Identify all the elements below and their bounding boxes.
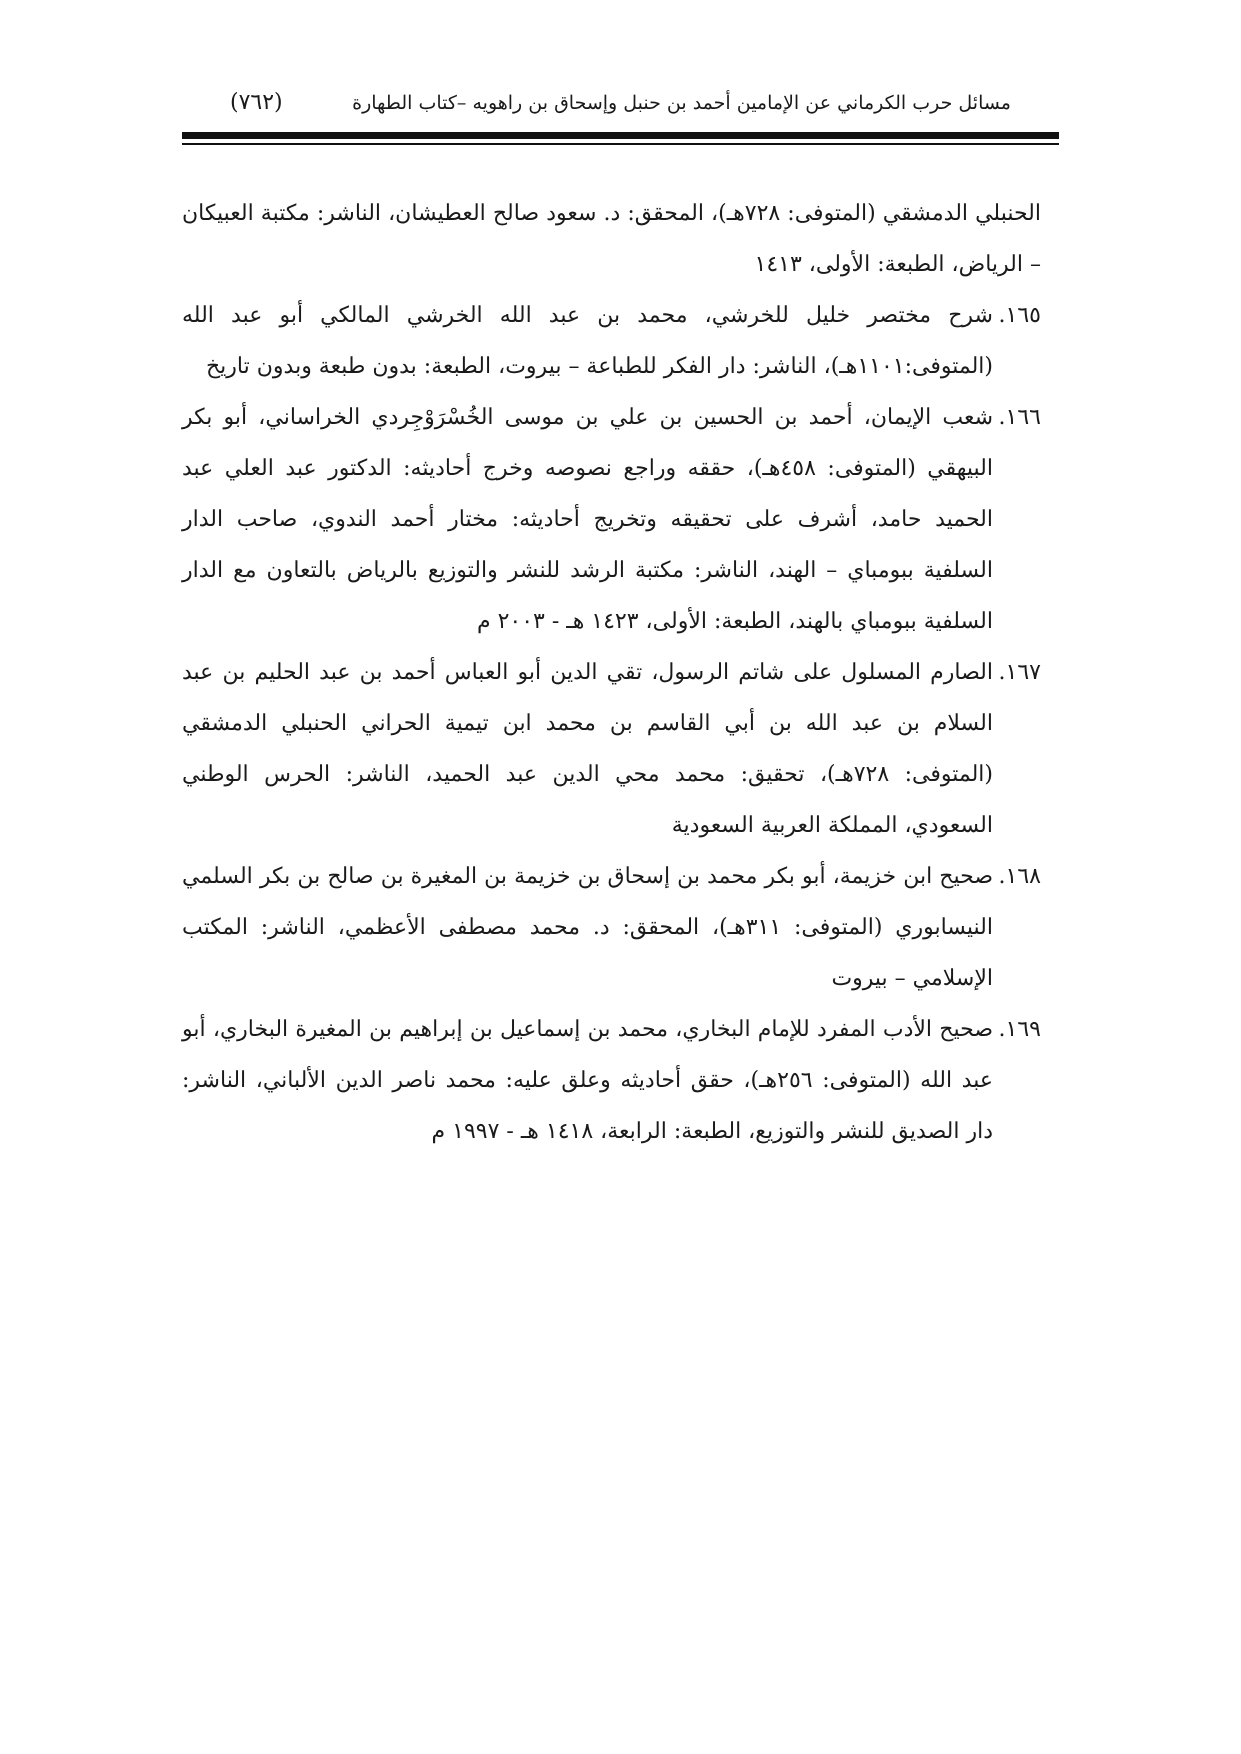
entry-text: شعب الإيمان، أحمد بن الحسين بن علي بن موسى الخُسْرَوْجِردي الخراساني، أبو بكر البيهقي (المتوفى: ٤٥٨هـ)، حققه وراجع نصوصه وخرج أحاديثه: الدكتور عبد العلي عبد الحميد حامد، أشرف على تحقيقه وتخريج أحاديثه: مختار أحمد الندوي، صاحب الدار السلفية ببومباي – الهند، الناشر: مكتبة الرشد للنشر والتوزيع بالرياض بالتعاون مع الدار السلفية ببومباي بالهند، الطبعة: الأولى، ١٤٢٣ هـ - ٢٠٠٣ م bbox=[182, 405, 994, 634]
bibliography-list bbox=[182, 188, 1041, 1157]
entry-number: ١٦٦. bbox=[998, 405, 1041, 430]
entry-text: شرح مختصر خليل للخرشي، محمد بن عبد الله الخرشي المالكي أبو عبد الله (المتوفى:١١٠١هـ)، الناشر: دار الفكر للطباعة – بيروت، الطبعة: بدون طبعة وبدون تاريخ bbox=[182, 303, 993, 379]
bibliography-entry-167 bbox=[182, 647, 1041, 851]
entry-text: صحيح الأدب المفرد للإمام البخاري، محمد بن إسماعيل بن إبراهيم بن المغيرة البخاري، أبو عبد الله (المتوفى: ٢٥٦هـ)، حقق أحاديثه وعلق عليه: محمد ناصر الدين الألباني، الناشر: دار الصديق للنشر والتوزيع، الطبعة: الرابعة، ١٤١٨ هـ - ١٩٩٧ م bbox=[182, 1017, 993, 1144]
continued-entry-text: الحنبلي الدمشقي (المتوفى: ٧٢٨هـ)، المحقق: د. سعود صالح العطيشان، الناشر: مكتبة العبيكان – الرياض، الطبعة: الأولى، ١٤١٣ bbox=[182, 201, 1041, 277]
bibliography-entry-166 bbox=[182, 392, 1041, 647]
entry-text: الصارم المسلول على شاتم الرسول، تقي الدين أبو العباس أحمد بن عبد الحليم بن عبد السلام بن عبد الله بن أبي القاسم بن محمد ابن تيمية الحراني الحنبلي الدمشقي (المتوفى: ٧٢٨هـ)، تحقيق: محمد محي الدين عبد الحميد، الناشر: الحرس الوطني السعودي، المملكة العربية السعودية bbox=[182, 660, 993, 838]
entry-text: صحيح ابن خزيمة، أبو بكر محمد بن إسحاق بن خزيمة بن المغيرة بن صالح بن بكر السلمي النيسابوري (المتوفى: ٣١١هـ)، المحقق: د. محمد مصطفى الأعظمي، الناشر: المكتب الإسلامي – بيروت bbox=[182, 864, 993, 991]
page-number: (٧٦٢) bbox=[230, 90, 283, 115]
entry-number: ١٦٧. bbox=[998, 660, 1041, 685]
header-rule-thick bbox=[182, 132, 1059, 139]
running-title: مسائل حرب الكرماني عن الإمامين أحمد بن حنبل وإسحاق بن راهويه –كتاب الطهارة bbox=[352, 92, 1011, 114]
bibliography-entry-168 bbox=[182, 851, 1041, 1004]
bibliography-entry-165 bbox=[182, 290, 1041, 392]
bibliography-entry-169 bbox=[182, 1004, 1041, 1157]
page-header bbox=[230, 84, 1011, 134]
entry-number: ١٦٥. bbox=[998, 303, 1041, 328]
entry-number: ١٦٩. bbox=[998, 1017, 1041, 1042]
header-rule-thin bbox=[182, 143, 1059, 145]
entry-number: ١٦٨. bbox=[998, 864, 1041, 889]
